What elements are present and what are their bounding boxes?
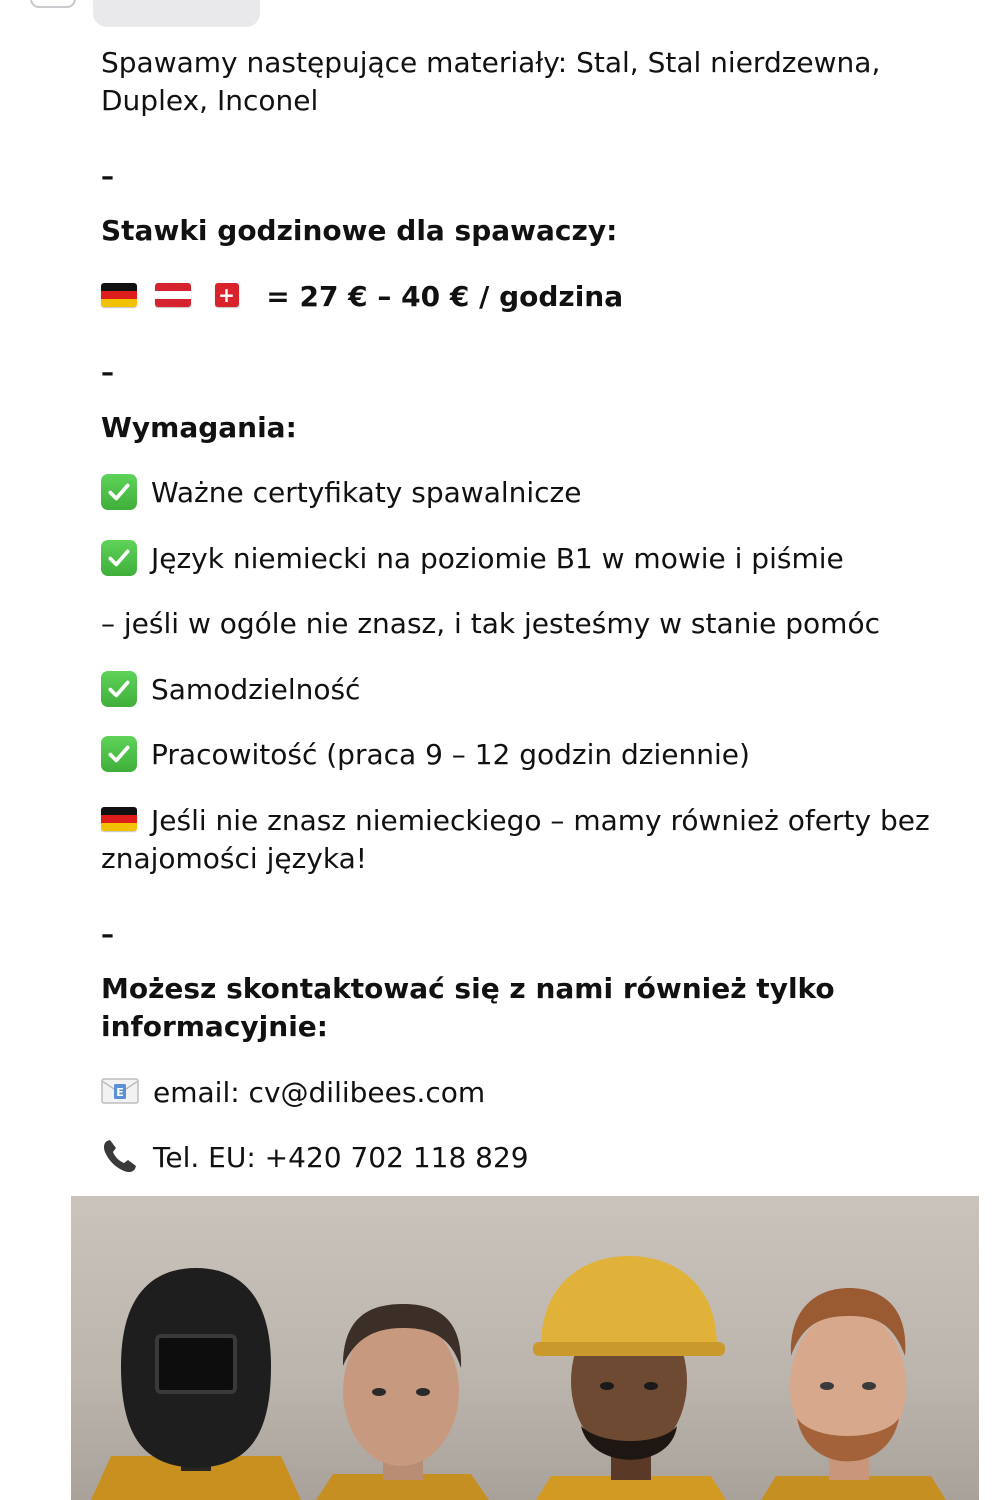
phone-line[interactable] xyxy=(101,1139,529,1178)
no-german-note xyxy=(101,802,951,878)
requirement-item xyxy=(101,736,750,774)
requirement-text: Ważne certyfikaty spawalnicze xyxy=(151,476,582,509)
rate-value: = 27 € – 40 € / godzina xyxy=(266,280,624,313)
no-german-text: Jeśli nie znasz niemieckiego – mamy również oferty bez znajomości języka! xyxy=(101,804,930,875)
separator: – xyxy=(101,162,114,192)
worker-4 xyxy=(761,1288,946,1500)
check-mark-icon xyxy=(101,671,137,707)
check-mark-icon xyxy=(101,540,137,576)
envelope-icon xyxy=(101,1077,139,1105)
select-checkbox[interactable] xyxy=(30,0,76,8)
message-bubble-top xyxy=(93,0,260,27)
requirements-heading: Wymagania: xyxy=(101,411,297,444)
phone-receiver-icon xyxy=(101,1137,139,1175)
requirement-text: Pracowitość (praca 9 – 12 godzin dziennie) xyxy=(151,738,750,771)
flag-germany-icon xyxy=(101,283,137,307)
requirement-text: Język niemiecki na poziomie B1 w mowie i piśmie xyxy=(151,542,844,575)
worker-2 xyxy=(316,1304,489,1500)
flag-germany-icon xyxy=(101,807,137,831)
contact-heading: Możesz skontaktować się z nami również tylko informacyjnie: xyxy=(101,972,835,1043)
rate-line xyxy=(101,278,623,316)
flag-austria-icon xyxy=(155,283,191,307)
welder-with-helmet xyxy=(91,1268,301,1500)
requirement-item xyxy=(101,474,581,512)
rates-heading: Stawki godzinowe dla spawaczy: xyxy=(101,214,618,247)
worker-3-hard-hat xyxy=(533,1256,726,1500)
check-mark-icon xyxy=(101,474,137,510)
phone-text[interactable]: Tel. EU: +420 702 118 829 xyxy=(153,1141,529,1174)
separator: – xyxy=(101,920,114,950)
email-line[interactable] xyxy=(101,1074,485,1112)
requirement-note: – jeśli w ogóle nie znasz, i tak jesteśmy w stanie pomóc xyxy=(101,607,880,640)
welders-illustration xyxy=(71,1196,979,1500)
requirement-item xyxy=(101,671,360,709)
requirement-item xyxy=(101,540,844,578)
welders-photo[interactable] xyxy=(71,1196,979,1500)
requirement-text: Samodzielność xyxy=(151,673,361,706)
materials-text: Spawamy następujące materiały: Stal, Stal nierdzewna, Duplex, Inconel xyxy=(101,46,881,117)
email-text[interactable]: email: cv@dilibees.com xyxy=(153,1076,486,1109)
flag-switzerland-icon: + xyxy=(215,283,239,307)
check-mark-icon xyxy=(101,736,137,772)
svg-text:E: E xyxy=(116,1086,124,1099)
separator: – xyxy=(101,358,114,388)
